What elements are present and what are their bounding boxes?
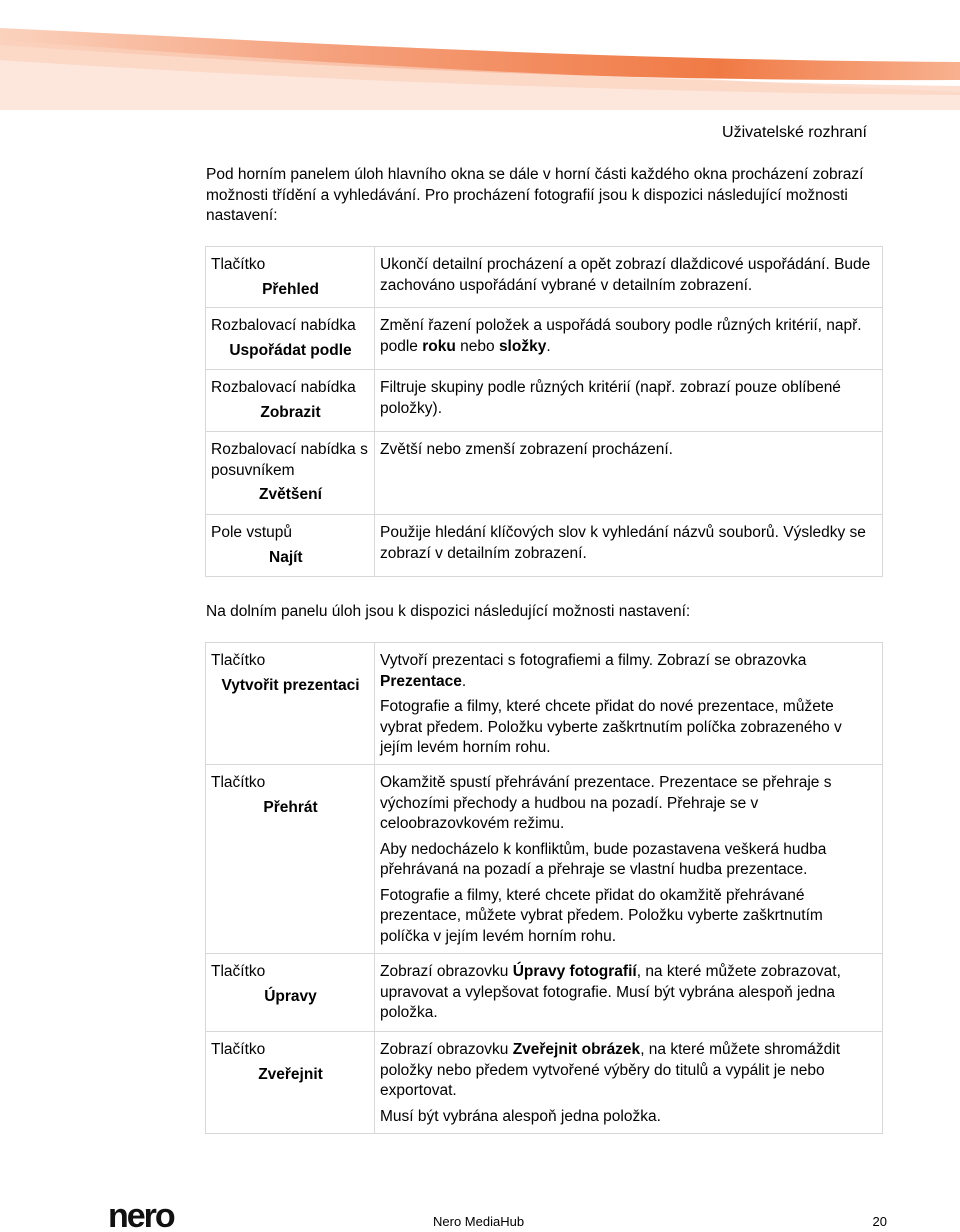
row-desc: Zobrazí obrazovku Zveřejnit obrázek, na které můžete shromáždit položky nebo předem vytvořené výběry do titulů a vypálit je nebo exportovat. [380,1041,841,1099]
row-desc: Změní řazení položek a uspořádá soubory podle různých kritérií, např. podle roku nebo složky. [380,317,862,355]
footer-product: Nero MediaHub [433,1214,525,1229]
table-row [206,247,883,308]
table-row [206,643,883,765]
row-desc: Musí být vybrána alespoň jedna položka. [380,1107,661,1125]
table-row [206,1032,883,1134]
table-row [206,432,883,515]
row-desc: Použije hledání klíčových slov k vyhledání názvů souborů. Výsledky se zobrazí v detailním zobrazení. [380,524,866,562]
browse-options-table [205,246,883,577]
intro2-paragraph: Na dolním panelu úloh jsou k dispozici následující možnosti nastavení: [206,603,691,620]
row-name: Přehled [262,280,319,298]
row-type: Tlačítko [211,1041,266,1058]
row-type: Rozbalovací nabídka [211,379,356,396]
table-row [206,765,883,954]
row-name: Zobrazit [260,403,321,421]
table-row [206,515,883,577]
row-name: Uspořádat podle [229,341,352,359]
table-row [206,370,883,432]
row-desc: Zvětší nebo zmenší zobrazení procházení. [380,441,673,458]
table-row [206,954,883,1032]
row-type: Rozbalovací nabídka [211,317,356,334]
row-desc: Fotografie a filmy, které chcete přidat do okamžitě přehrávané prezentace, můžete vybrat předem. Položku vyberte zaškrtnutím políčka v jejím levém horním rohu. [380,886,823,945]
page-number: 20 [872,1214,887,1229]
row-type: Tlačítko [211,256,266,273]
row-name: Zveřejnit [258,1065,323,1083]
header-swoosh [0,0,960,110]
row-type: Tlačítko [211,774,266,791]
intro-paragraph: Pod horním panelem úloh hlavního okna se dále v horní části každého okna procházení zobrazí možnosti třídění a vyhledávání. Pro procházení fotografií jsou k dispozici následující možnosti nastavení: [206,166,864,224]
row-type: Rozbalovací nabídka s posuvníkem [211,441,368,479]
row-name: Úpravy [264,987,317,1005]
row-desc: Vytvoří prezentaci s fotografiemi a filmy. Zobrazí se obrazovka Prezentace. [380,652,807,690]
row-name: Vytvořit prezentaci [221,676,360,694]
row-type: Pole vstupů [211,524,292,541]
taskbar-options-table [205,642,883,1134]
row-desc: Zobrazí obrazovku Úpravy fotografií, na které můžete zobrazovat, upravovat a vylepšovat fotografie. Musí být vybrána alespoň jedna položka. [380,963,841,1021]
row-type: Tlačítko [211,652,266,669]
row-desc: Filtruje skupiny podle různých kritérií (např. zobrazí pouze oblíbené položky). [380,379,841,417]
svg-text:nero: nero [108,1201,174,1231]
nero-logo [108,1201,214,1231]
table-row [206,308,883,370]
row-name: Přehrát [263,798,318,816]
row-desc: Fotografie a filmy, které chcete přidat do nové prezentace, můžete vybrat předem. Položku vyberte zaškrtnutím políčka zobrazeného v jejím levém horním rohu. [380,698,842,756]
row-name: Zvětšení [259,486,322,503]
row-type: Tlačítko [211,963,266,980]
section-title: Uživatelské rozhraní [722,124,867,141]
row-desc: Aby nedocházelo k konfliktům, bude pozastavena veškerá hudba přehrávaná na pozadí a přehraje se vlastní hudba prezentace. [380,840,827,878]
row-name: Najít [269,548,303,566]
row-desc: Okamžitě spustí přehrávání prezentace. Prezentace se přehraje s výchozími přechody a hudbou na pozadí. Přehraje se v celoobrazovkovém režimu. [380,774,832,832]
row-desc: Ukončí detailní procházení a opět zobrazí dlaždicové uspořádání. Bude zachováno uspořádání vybrané v detailním zobrazení. [380,256,871,294]
